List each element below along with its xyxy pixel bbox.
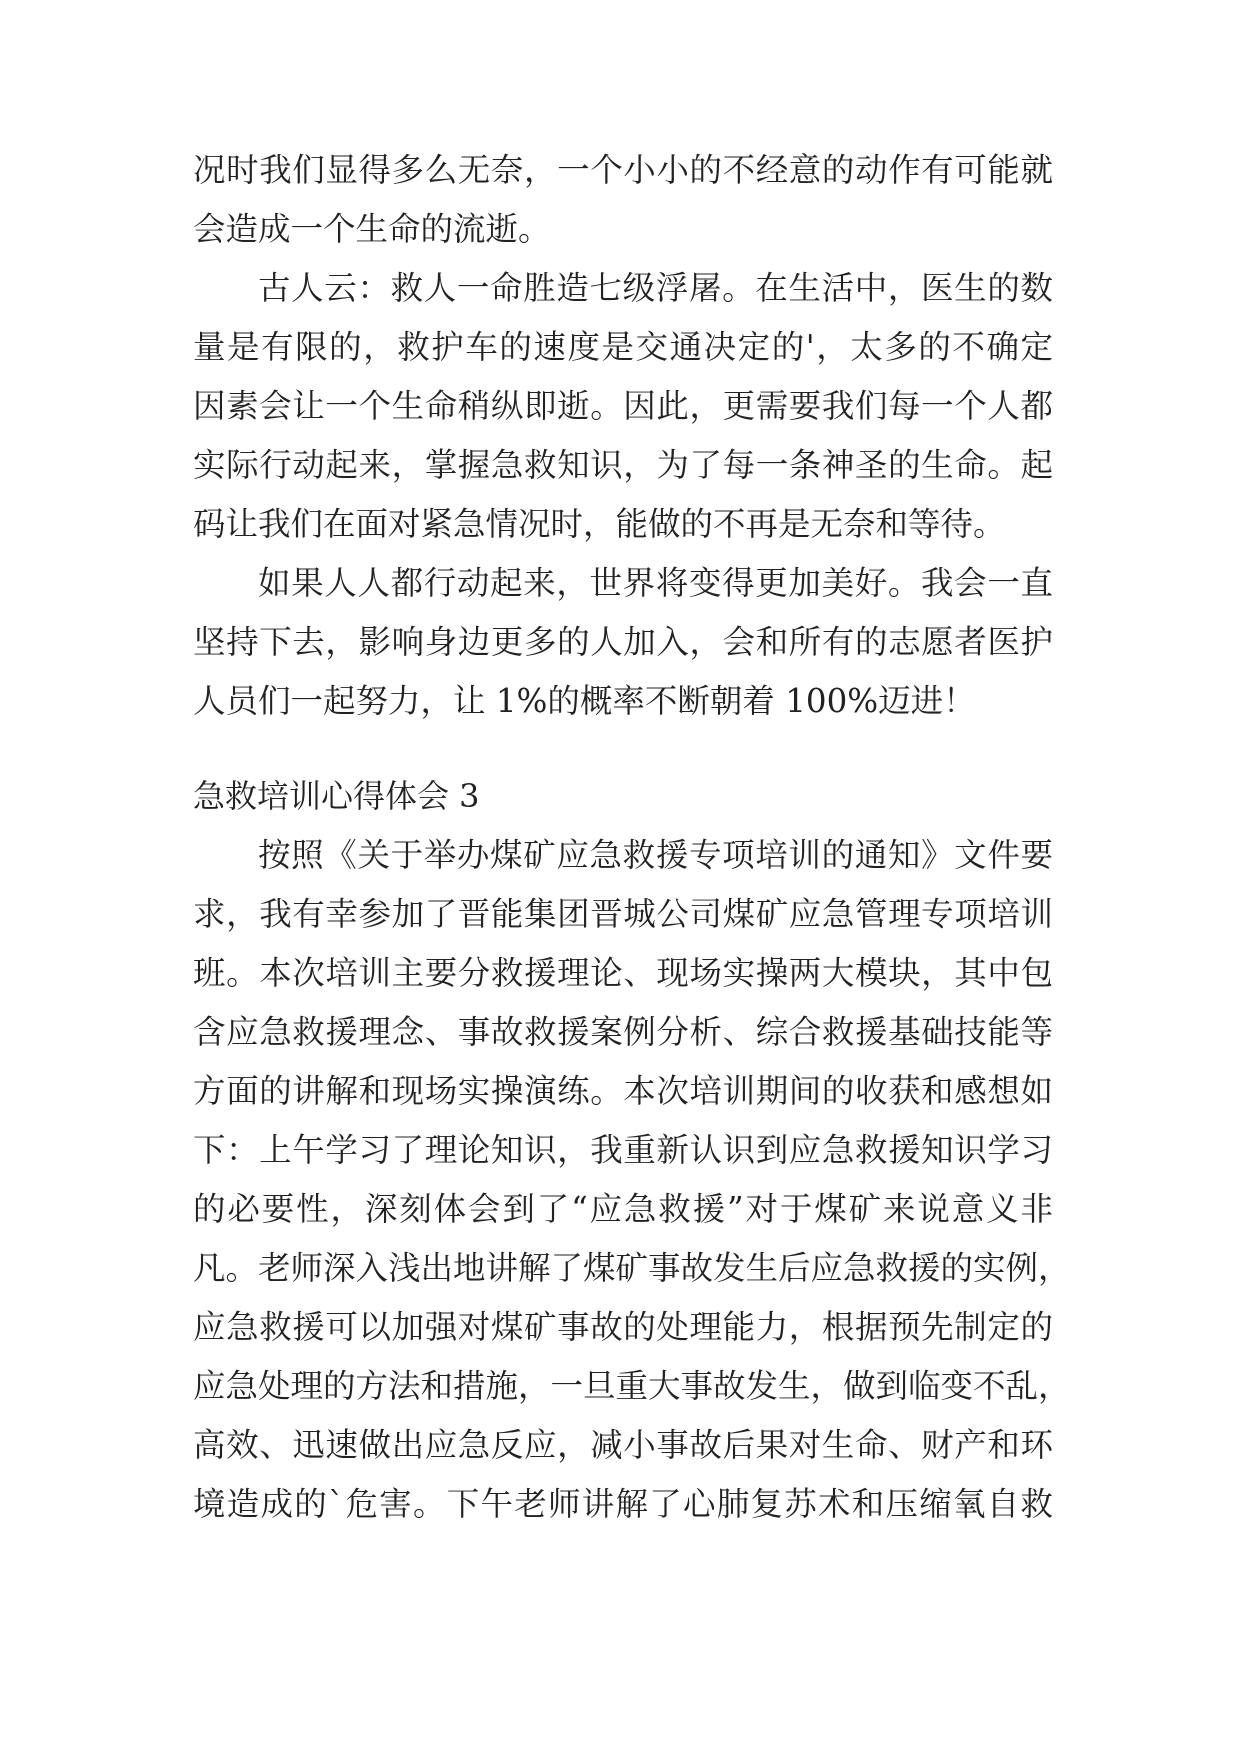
text-line: 码让我们在面对紧急情况时，能做的不再是无奈和等待。 [193,505,1006,543]
text-line: 应急处理的方法和措施，一旦重大事故发生，做到临变不乱， [193,1367,1071,1405]
text-line: 求，我有幸参加了晋能集团晋城公司煤矿应急管理专项培训 [193,895,1053,933]
text-line: 坚持下去，影响身边更多的人加入，会和所有的志愿者医护 [193,623,1053,661]
section-heading: 急救培训心得体会 3 [193,777,480,815]
text-line: 古人云：救人一命胜造七级浮屠。在生活中，医生的数 [258,269,1053,307]
text-line: 班。本次培训主要分救援理论、现场实操两大模块，其中包 [193,954,1053,992]
text-line: 高效、迅速做出应急反应，减小事故后果对生命、财产和环 [193,1426,1053,1464]
text-line: 凡。老师深入浅出地讲解了煤矿事故发生后应急救援的实例， [193,1249,1071,1287]
text-line: 境造成的`危害。下午老师讲解了心肺复苏术和压缩氧自救 [193,1485,1053,1523]
text-line: 实际行动起来，掌握急救知识，为了每一条神圣的生命。起 [193,446,1053,484]
text-line: 况时我们显得多么无奈，一个小小的不经意的动作有可能就 [193,151,1053,189]
text-line: 人员们一起努力，让 1%的概率不断朝着 100%迈进！ [193,682,976,720]
text-line: 因素会让一个生命稍纵即逝。因此，更需要我们每一个人都 [193,387,1053,425]
text-line: 方面的讲解和现场实操演练。本次培训期间的收获和感想如 [193,1072,1053,1110]
text-line: 如果人人都行动起来，世界将变得更加美好。我会一直 [258,564,1053,602]
text-line: 量是有限的，救护车的速度是交通决定的'，太多的不确定 [193,328,1053,366]
text-line: 含应急救援理念、事故救援案例分析、综合救援基础技能等 [193,1013,1053,1051]
text-line: 会造成一个生命的流逝。 [193,210,551,248]
text-line: 按照《关于举办煤矿应急救援专项培训的通知》文件要 [258,836,1053,874]
text-line: 应急救援可以加强对煤矿事故的处理能力，根据预先制定的 [193,1308,1053,1346]
text-line: 下：上午学习了理论知识，我重新认识到应急救援知识学习 [193,1131,1053,1169]
text-line: 的必要性，深刻体会到了“应急救援”对于煤矿来说意义非 [193,1190,1053,1228]
